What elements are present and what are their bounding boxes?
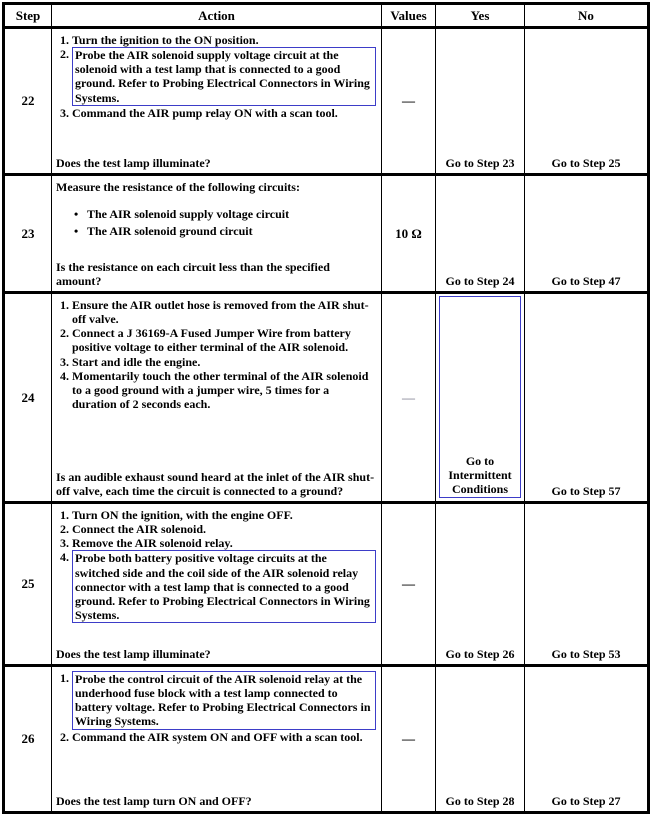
action-cell bbox=[51, 291, 381, 501]
action-step-text: Ensure the AIR outlet hose is removed from the AIR shut-off valve. bbox=[72, 298, 369, 327]
action-step-text: Turn ON the ignition, with the engine OFF. bbox=[72, 508, 293, 522]
action-step-item bbox=[56, 671, 376, 730]
step-cell: 25 bbox=[5, 501, 51, 664]
header-action: Action bbox=[51, 5, 381, 26]
diagnostic-table bbox=[2, 2, 650, 814]
action-cell bbox=[51, 173, 381, 291]
action-list bbox=[56, 508, 376, 623]
action-intro-text: Measure the resistance of the following circuits: bbox=[56, 180, 300, 194]
question-text: Is the resistance on each circuit less than the specified amount? bbox=[56, 259, 330, 288]
list-marker: 3. bbox=[60, 105, 69, 120]
action-bullet-text: The AIR solenoid ground circuit bbox=[87, 224, 253, 239]
list-marker: 2. bbox=[60, 47, 69, 62]
header-no: No bbox=[524, 5, 647, 26]
action-step-item bbox=[56, 298, 376, 326]
action-step-text: Connect the AIR solenoid. bbox=[72, 522, 207, 537]
no-cell: Go to Step 25 bbox=[524, 26, 647, 173]
list-marker: 2. bbox=[60, 729, 69, 744]
action-cell bbox=[51, 501, 381, 664]
action-cell bbox=[51, 26, 381, 173]
action-step-item bbox=[56, 550, 376, 623]
no-cell: Go to Step 27 bbox=[524, 664, 647, 811]
action-bullet-text: The AIR solenoid supply voltage circuit bbox=[87, 207, 290, 222]
list-marker: 3. bbox=[60, 536, 69, 551]
no-cell: Go to Step 57 bbox=[524, 291, 647, 501]
yes-cell: Go to Step 23 bbox=[435, 26, 524, 173]
header-yes: Yes bbox=[435, 5, 524, 26]
list-marker: 2. bbox=[60, 522, 69, 537]
step-cell: 23 bbox=[5, 173, 51, 291]
action-step-text: Turn the ignition to the ON position. bbox=[72, 33, 259, 47]
list-marker: 4. bbox=[60, 550, 69, 565]
yes-cell: Go to Step 24 bbox=[435, 173, 524, 291]
list-marker: 1. bbox=[60, 508, 69, 522]
step-cell: 22 bbox=[5, 26, 51, 173]
action-step-text: Remove the AIR solenoid relay. bbox=[72, 536, 233, 551]
action-list bbox=[56, 671, 376, 744]
action-step-text: Connect a J 36169-A Fused Jumper Wire from battery positive voltage to either terminal of the AIR solenoid. bbox=[72, 326, 351, 355]
question-text: Does the test lamp illuminate? bbox=[56, 155, 211, 170]
step-cell: 24 bbox=[5, 291, 51, 501]
action-step-item bbox=[56, 326, 376, 354]
list-marker: 4. bbox=[60, 368, 69, 383]
action-list bbox=[56, 207, 376, 238]
values-cell: — bbox=[381, 26, 435, 173]
values-cell: — bbox=[381, 501, 435, 664]
action-step-item bbox=[56, 369, 376, 411]
action-bullet-item bbox=[70, 224, 376, 238]
action-bullet-item bbox=[70, 207, 376, 221]
question-text: Is an audible exhaust sound heard at the inlet of the AIR shut-off valve, each time the circuit is connected to a ground? bbox=[56, 469, 375, 498]
yes-cell: Go to Step 26 bbox=[435, 501, 524, 664]
no-cell: Go to Step 53 bbox=[524, 501, 647, 664]
bullet-marker: • bbox=[74, 207, 79, 222]
values-cell: — bbox=[381, 664, 435, 811]
action-step-item bbox=[56, 33, 376, 47]
bullet-marker: • bbox=[74, 224, 79, 239]
action-step-item bbox=[56, 508, 376, 522]
list-marker: 1. bbox=[60, 298, 69, 312]
list-marker: 2. bbox=[60, 326, 69, 341]
action-step-item bbox=[56, 355, 376, 369]
yes-cell: Go to Step 28 bbox=[435, 664, 524, 811]
action-step-text: Command the AIR pump relay ON with a scan tool. bbox=[72, 105, 338, 120]
step-cell: 26 bbox=[5, 664, 51, 811]
list-marker: 3. bbox=[60, 354, 69, 369]
values-cell: — bbox=[381, 291, 435, 501]
action-step-item bbox=[56, 730, 376, 744]
list-marker: 1. bbox=[60, 671, 69, 685]
header-values: Values bbox=[381, 5, 435, 26]
yes-cell bbox=[435, 291, 524, 501]
action-step-text: Start and idle the engine. bbox=[72, 354, 201, 369]
link-intermittent-conditions[interactable]: Go to Intermittent Conditions bbox=[439, 296, 521, 498]
action-step-text: Momentarily touch the other terminal of the AIR solenoid to a good ground with a jumper wire, 5 times for a duration of 2 seconds each. bbox=[72, 368, 369, 412]
header-step: Step bbox=[15, 7, 41, 23]
link-probing-electrical-connectors[interactable]: Probe the AIR solenoid supply voltage circuit at the solenoid with a test lamp that is connected to a good ground. Refer to Probing Electrical Connectors in Wiring Systems. bbox=[72, 47, 376, 106]
action-step-item bbox=[56, 47, 376, 106]
list-marker: 1. bbox=[60, 33, 69, 47]
action-step-item bbox=[56, 536, 376, 550]
question-text: Does the test lamp turn ON and OFF? bbox=[56, 793, 252, 808]
action-list bbox=[56, 33, 376, 120]
link-probing-electrical-connectors[interactable]: Probe the control circuit of the AIR solenoid relay at the underhood fuse block with a test lamp connected to battery voltage. Refer to Probing Electrical Connectors in Wiring Systems. bbox=[72, 671, 376, 730]
link-probing-electrical-connectors[interactable]: Probe both battery positive voltage circuits at the switched side and the coil side of the AIR solenoid relay connector with a test lamp that is connected to a good ground. Refer to Probing Electrical Connectors in Wiring Systems. bbox=[72, 550, 376, 623]
action-step-item bbox=[56, 522, 376, 536]
values-cell: 10 Ω bbox=[381, 173, 435, 291]
action-body bbox=[56, 180, 376, 241]
question-text: Does the test lamp illuminate? bbox=[56, 646, 211, 661]
action-step-text: Command the AIR system ON and OFF with a scan tool. bbox=[72, 729, 363, 744]
action-cell bbox=[51, 664, 381, 811]
no-cell: Go to Step 47 bbox=[524, 173, 647, 291]
action-step-item bbox=[56, 106, 376, 120]
action-list bbox=[56, 298, 376, 411]
